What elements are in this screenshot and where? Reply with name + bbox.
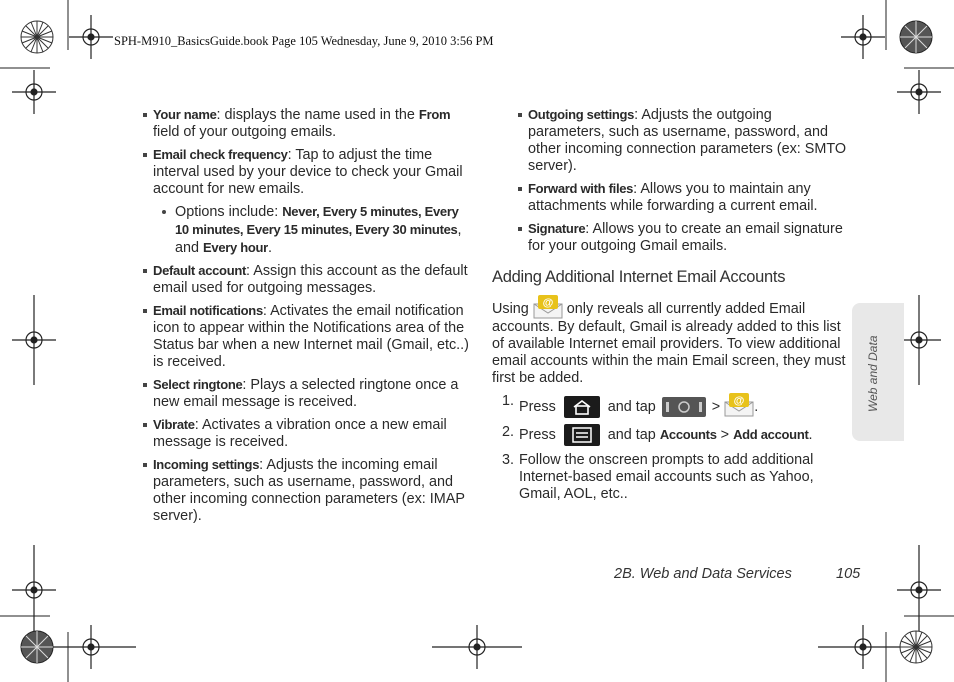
email-icon	[533, 295, 563, 319]
svg-text:@: @	[733, 395, 745, 407]
page-number: 105	[836, 566, 861, 582]
list-item: Forward with files: Allows you to maintain any attachments while forwarding a current email.	[518, 180, 847, 215]
sub-list-item: Options include: Never, Every 5 minutes, Every 10 minutes, Every 15 minutes, Every 30 minutes, and Every hour.	[143, 203, 473, 257]
list-item: Select ringtone: Plays a selected ringtone once a new email message is received.	[143, 376, 473, 411]
list-item: Default account: Assign this account as the default email used for outgoing messages.	[143, 262, 473, 297]
menu-key-icon	[564, 424, 600, 446]
bullet-icon	[143, 153, 147, 157]
bullet-icon	[143, 269, 147, 273]
step-1: 1. Press and tap > @ .	[492, 393, 847, 418]
email-icon	[724, 393, 754, 417]
bullet-icon	[518, 227, 522, 231]
book-header: SPH-M910_BasicsGuide.book Page 105 Wednesday, June 9, 2010 3:56 PM	[114, 34, 494, 48]
list-item: Email check frequency: Tap to adjust the time interval used by your device to check your Gmail account for new emails.	[143, 146, 473, 198]
list-item: Outgoing settings: Adjusts the outgoing parameters, such as username, password, and other incoming connection parameters (ex: SMTO server).	[518, 106, 847, 175]
right-column	[492, 106, 847, 509]
section-heading: Adding Additional Internet Email Accounts	[492, 268, 786, 286]
left-column	[143, 106, 473, 530]
footer-section: 2B. Web and Data Services	[614, 566, 792, 582]
list-item: Signature: Allows you to create an email signature for your outgoing Gmail emails.	[518, 220, 847, 255]
list-item: Email notifications: Activates the email notification icon to appear within the Notifications area of the Status bar when a new Internet mail (Gmail, etc..) is received.	[143, 302, 473, 371]
step-2: 2. Press and tap Accounts > Add account.	[492, 424, 847, 446]
list-item: Vibrate: Activates a vibration once a new email message is received.	[143, 416, 473, 451]
home-key-icon	[564, 396, 600, 418]
bullet-icon	[162, 210, 166, 214]
bullet-icon	[143, 309, 147, 313]
bullet-icon	[518, 187, 522, 191]
bullet-icon	[143, 113, 147, 117]
settings-icon	[662, 397, 706, 417]
bullet-icon	[143, 463, 147, 467]
list-item: Your name: displays the name used in the From field of your outgoing emails.	[143, 106, 473, 141]
list-item: Incoming settings: Adjusts the incoming email parameters, such as username, password, and other incoming connection parameters (ex: IMAP server).	[143, 456, 473, 525]
step-3: 3. Follow the onscreen prompts to add additional Internet-based email accounts such as Yahoo, Gmail, AOL, etc..	[502, 452, 814, 503]
bullet-icon	[143, 423, 147, 427]
bullet-icon	[143, 383, 147, 387]
side-tab-label: Web and Data	[866, 335, 880, 412]
intro-paragraph: Using @ only reveals all currently added Email accounts. By default, Gmail is already added to this list of available Internet email providers. To view additional email accounts within the main Email screen, they must first be added.	[492, 297, 846, 386]
svg-text:@: @	[542, 297, 554, 309]
bullet-icon	[518, 113, 522, 117]
